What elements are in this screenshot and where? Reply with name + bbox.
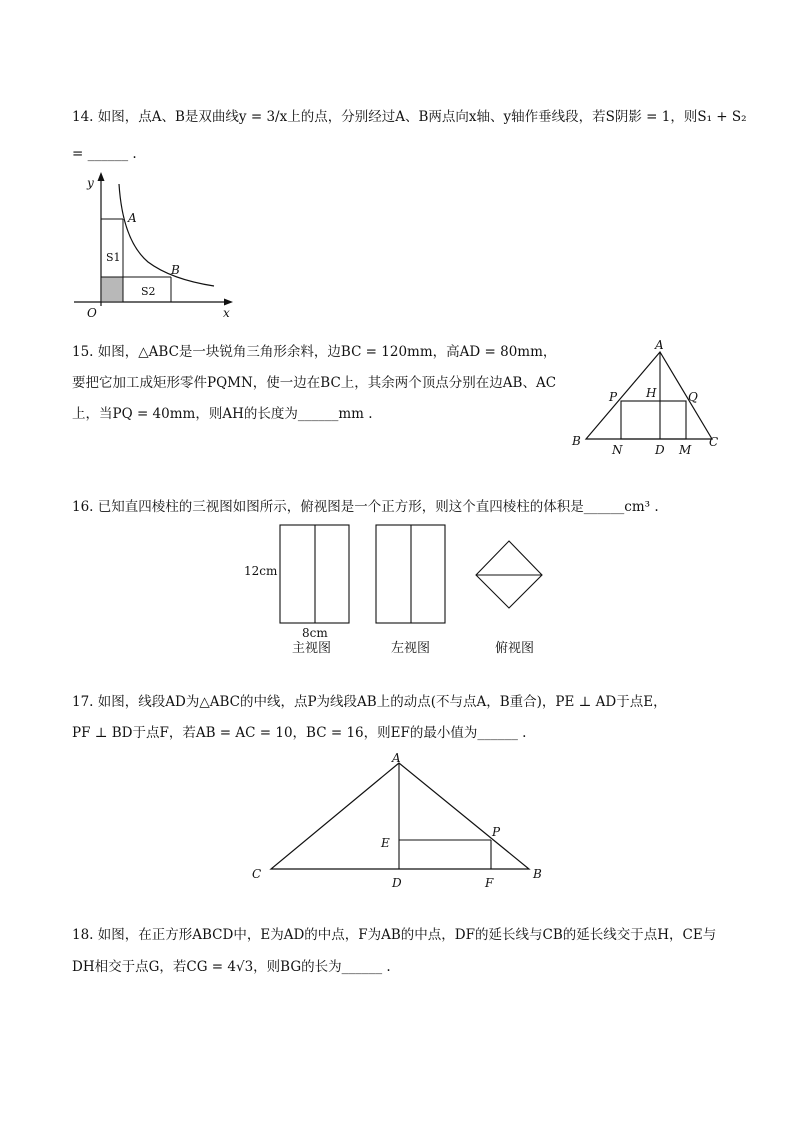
q14-y-arrow <box>98 172 105 181</box>
q14-label-x: x <box>223 306 230 320</box>
q16-label-front-view: 主视图 <box>292 641 332 656</box>
q14-line1: 14. 如图，点A、B是双曲线y = 3/x上的点，分别经过A、B两点向x轴、y轴作垂线段，若S阴影 = 1，则S₁ + S₂ <box>72 109 747 125</box>
q17-label-b: B <box>533 867 542 881</box>
q17-label-p: P <box>492 825 501 839</box>
q16-label-height: 12cm <box>244 564 278 578</box>
q14-label-s1: S1 <box>106 251 121 264</box>
q14-label-b: B <box>171 263 180 277</box>
q17-label-d: D <box>392 876 402 890</box>
q17-label-e: E <box>381 836 390 850</box>
q15-label-c: C <box>709 435 719 449</box>
q16-line1: 16. 已知直四棱柱的三视图如图所示，俯视图是一个正方形，则这个直四棱柱的体积是______cm³ . <box>72 499 659 515</box>
q17-label-c: C <box>252 867 262 881</box>
q14-shaded-region <box>101 277 123 302</box>
q16-label-left-view: 左视图 <box>391 641 431 656</box>
q17-figure <box>246 748 556 892</box>
q15-rectangle-pqmn <box>621 401 686 439</box>
q17-label-a: A <box>392 751 401 765</box>
q14-hyperbola-curve <box>119 184 214 286</box>
q14-label-y: y <box>87 176 94 190</box>
q15-label-h: H <box>646 386 657 400</box>
q17-line2: PF ⊥ BD于点F，若AB = AC = 10，BC = 16，则EF的最小值为______ . <box>72 725 527 741</box>
q15-label-q: Q <box>688 390 698 404</box>
q15-line2: 要把它加工成矩形零件PQMN，使一边在BC上，其余两个顶点分别在边AB、AC <box>72 375 557 391</box>
q18-line1: 18. 如图，在正方形ABCD中，E为AD的中点，F为AB的中点，DF的延长线与CB的延长线交于点H，CE与 <box>72 927 717 943</box>
q16-label-width: 8cm <box>302 626 328 640</box>
q17-line1: 17. 如图，线段AD为△ABC的中线，点P为线段AB上的动点(不与点A，B重合)，PE ⊥ AD于点E， <box>72 694 667 710</box>
q15-label-d: D <box>655 443 665 457</box>
q18-line2: DH相交于点G，若CG = 4√3，则BG的长为______ . <box>72 959 391 975</box>
q15-figure <box>566 338 736 460</box>
q15-label-p: P <box>609 390 618 404</box>
q15-line1: 15. 如图，△ABC是一块锐角三角形余料，边BC = 120mm，高AD = 80mm， <box>72 344 557 360</box>
q17-label-f: F <box>485 876 494 890</box>
q15-line3: 上，当PQ = 40mm，则AH的长度为______mm . <box>72 406 373 422</box>
q16-label-top-view: 俯视图 <box>495 641 535 656</box>
q14-label-a: A <box>128 211 137 225</box>
q15-label-a: A <box>655 338 664 352</box>
q15-label-b: B <box>572 434 581 448</box>
q15-label-m: M <box>679 443 692 457</box>
q15-label-n: N <box>612 443 623 457</box>
q16-figure <box>236 518 556 660</box>
q14-label-o: O <box>87 306 97 320</box>
q14-x-arrow <box>224 299 233 306</box>
q14-figure <box>68 170 248 322</box>
q14-label-s2: S2 <box>141 285 156 298</box>
q14-line2: = ______ . <box>72 146 137 162</box>
q17-triangle-abc <box>271 763 529 869</box>
